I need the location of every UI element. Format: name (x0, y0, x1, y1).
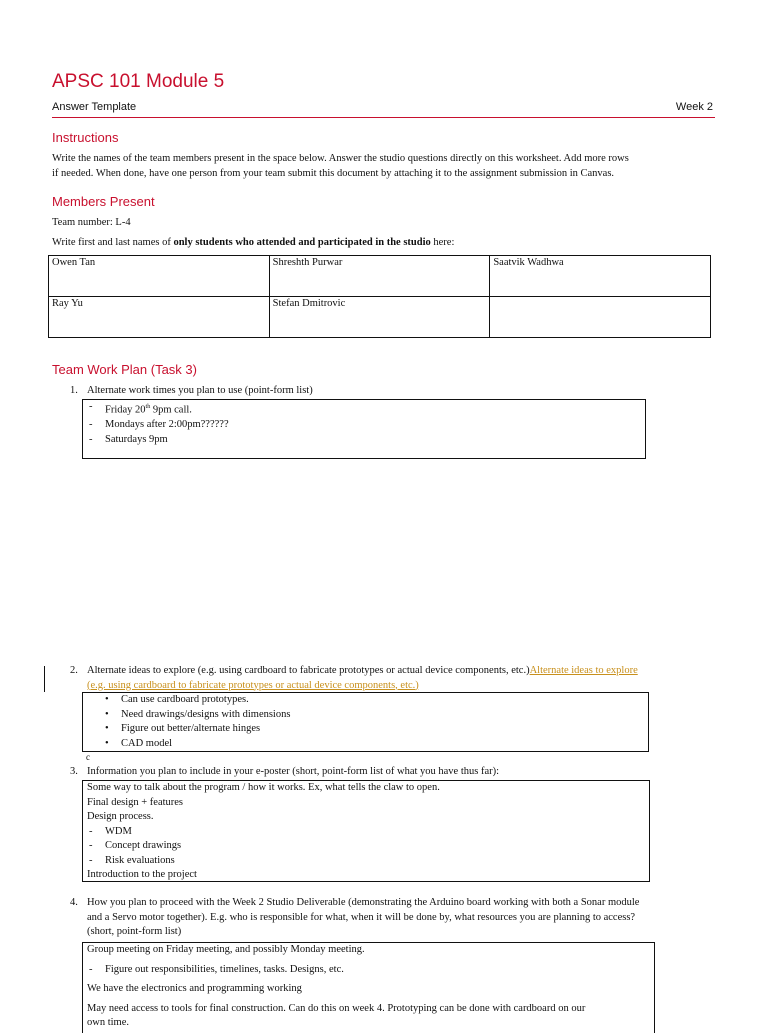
list-item: • CAD model (83, 737, 648, 752)
members-prompt (52, 236, 454, 251)
question-text: Information you plan to include in your e-poster (short, point-form list of what you have thus far): (87, 766, 500, 777)
week-label: Week 2 (675, 101, 713, 113)
question-text: How you plan to proceed with the Week 2 Studio Deliverable (demonstrating the Arduino board working with both a Sonar module (87, 897, 640, 908)
prompt-text: Write first and last names of (52, 237, 174, 248)
tracked-change-link[interactable]: (e.g. using cardboard to fabricate prototypes or actual device components, etc.) (87, 679, 419, 691)
team-number: Team number: L-4 (52, 217, 131, 228)
subtitle: Answer Template (52, 101, 137, 113)
list-item: - WDM (83, 825, 649, 840)
members-heading: Members Present (52, 194, 155, 209)
member-cell[interactable]: Saatvik Wadhwa (490, 256, 711, 297)
tracked-change-link[interactable]: Alternate ideas to explore (529, 665, 638, 676)
instructions-heading: Instructions (52, 130, 119, 145)
item-text: Friday 20 (105, 404, 146, 416)
instructions-line: if needed. When done, have one person from your team submit this document by attaching it to the assignment submission in Canvas. (52, 167, 615, 179)
list-item: • Need drawings/designs with dimensions (83, 708, 648, 723)
list-item: - Figure out responsibilities, timelines, tasks. Designs, etc. (83, 963, 654, 978)
question-text: Alternate work times you plan to use (point-form list) (87, 385, 313, 396)
instructions-text (52, 152, 722, 181)
question-4 (70, 896, 730, 940)
instructions-line: Write the names of the team members present in the space below. Answer the studio questions directly on this worksheet. Add more rows (52, 153, 629, 164)
subheader (52, 101, 715, 118)
member-cell[interactable] (490, 297, 711, 338)
question-number: 1. (70, 385, 78, 396)
answer-line: We have the electronics and programming working (87, 983, 302, 994)
list-item (83, 400, 645, 418)
question-number: 4. (70, 897, 78, 908)
list-item: - Risk evaluations (83, 854, 649, 869)
list-item: • Can use cardboard prototypes. (83, 693, 648, 708)
question-text: and a Servo motor together). E.g. who is responsible for what, when it will be done by, what resources you are planning to access? (87, 911, 636, 923)
document-title: APSC 101 Module 5 (52, 71, 225, 92)
prompt-bold-text: only students who attended and participated in the studio (173, 237, 431, 248)
question-2 (70, 664, 720, 693)
answer-line: Final design + features (87, 796, 184, 808)
list-item: - Concept drawings (83, 839, 649, 854)
member-cell[interactable]: Shreshth Purwar (269, 256, 490, 297)
list-item: • Figure out better/alternate hinges (83, 722, 648, 737)
superscript: th (145, 404, 151, 410)
member-cell[interactable]: Ray Yu (49, 297, 270, 338)
stray-character: c (86, 752, 90, 762)
answer-box-3[interactable] (82, 780, 650, 882)
item-text: 9pm call. (150, 404, 192, 416)
plan-heading: Team Work Plan (Task 3) (52, 362, 197, 377)
answer-box-2[interactable] (82, 692, 649, 752)
answer-line: Design process. (87, 811, 154, 822)
change-bar (44, 666, 45, 692)
list-item: - Mondays after 2:00pm?????? (83, 418, 645, 433)
question-number: 2. (70, 665, 78, 676)
prompt-text: here: (430, 237, 455, 248)
table-row (49, 297, 711, 338)
answer-line: May need access to tools for final construction. Can do this on week 4. Prototyping can be done with cardboard on our (87, 1002, 586, 1014)
question-text: (short, point-form list) (87, 926, 182, 937)
question-number: 3. (70, 766, 78, 777)
answer-line: Introduction to the project (87, 869, 197, 880)
question-1 (70, 384, 710, 399)
answer-line: own time. (87, 1017, 129, 1028)
question-text: Alternate ideas to explore (e.g. using cardboard to fabricate prototypes or actual device components, etc.) (87, 665, 530, 676)
member-cell[interactable]: Owen Tan (49, 256, 270, 297)
answer-line: Group meeting on Friday meeting, and possibly Monday meeting. (87, 944, 365, 955)
answer-box-4[interactable] (82, 942, 655, 1033)
question-3 (70, 765, 720, 780)
members-table (48, 255, 711, 338)
member-cell[interactable]: Stefan Dmitrovic (269, 297, 490, 338)
answer-box-1[interactable] (82, 399, 646, 459)
answer-line: Some way to talk about the program / how it works. Ex, what tells the claw to open. (87, 782, 440, 793)
table-row (49, 256, 711, 297)
list-item: - Saturdays 9pm (83, 433, 645, 448)
